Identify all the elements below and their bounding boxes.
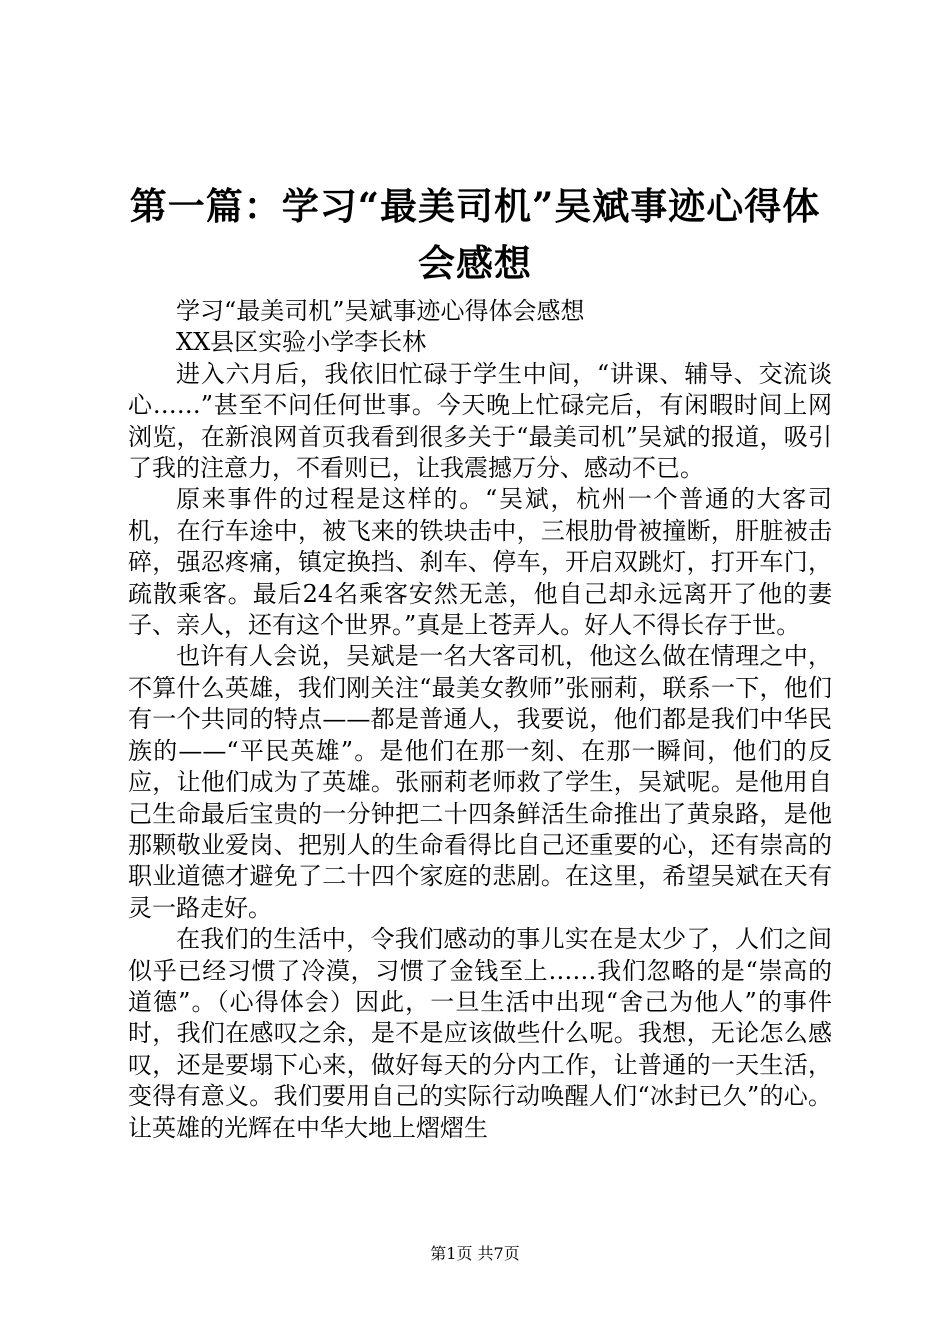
paragraph: 在我们的生活中，令我们感动的事儿实在是太少了，人们之间似乎已经习惯了冷漠，习惯了金钱至上……我们忽略的是“崇高的道德”。（心得体会）因此，一旦生活中出现“舍己为他人”的事件时，我们在感叹之余，是不是应该做些什么呢。我想，无论怎么感叹，还是要塌下心来，做好每天的分内工作，让普通的一天生活，变得有意义。我们要用自己的实际行动唤醒人们“冰封已久”的心。让英雄的光辉在中华大地上熠熠生 xyxy=(128,925,832,1142)
document-body xyxy=(128,296,832,1144)
paragraph: 也许有人会说，吴斌是一名大客司机，他这么做在情理之中，不算什么英雄，我们刚关注“最美女教师”张丽莉，联系一下，他们有一个共同的特点——都是普通人，我要说，他们都是我们中华民族的——“平民英雄”。是他们在那一刻、在那一瞬间，他们的反应，让他们成为了英雄。张丽莉老师救了学生，吴斌呢。是他用自己生命最后宝贵的一分钟把二十四条鲜活生命推出了黄泉路，是他那颗敬业爱岗、把别人的生命看得比自己还重要的心，还有崇高的职业道德才避免了二十四个家庭的悲剧。在这里，希望吴斌在天有灵一路走好。 xyxy=(128,642,832,922)
subtitle: 学习“最美司机”吴斌事迹心得体会感想 xyxy=(176,297,585,325)
document-title: 第一篇：学习“最美司机”吴斌事迹心得体会感想 xyxy=(129,184,821,285)
paragraph: 原来事件的过程是这样的。“吴斌，杭州一个普通的大客司机，在行车途中，被飞来的铁块击中，三根肋骨被撞断，肝脏被击碎，强忍疼痛，镇定换挡、刹车、停车，开启双跳灯，打开车门，疏散乘客。最后24名乘客安然无恙，他自己却永远离开了他的妻子、亲人，还有这个世界。”真是上苍弄人。好人不得长存于世。 xyxy=(128,485,832,640)
paragraph: 进入六月后，我依旧忙碌于学生中间，“讲课、辅导、交流谈心……”甚至不问任何世事。今天晚上忙碌完后，有闲暇时间上网浏览，在新浪网首页我看到很多关于“最美司机”吴斌的报道，吸引了我的注意力，不看则已，让我震撼万分、感动不已。 xyxy=(128,359,832,483)
author-line: XX县区实验小学李长林 xyxy=(176,328,427,357)
page-footer: 第1页 共7页 xyxy=(430,1244,520,1263)
